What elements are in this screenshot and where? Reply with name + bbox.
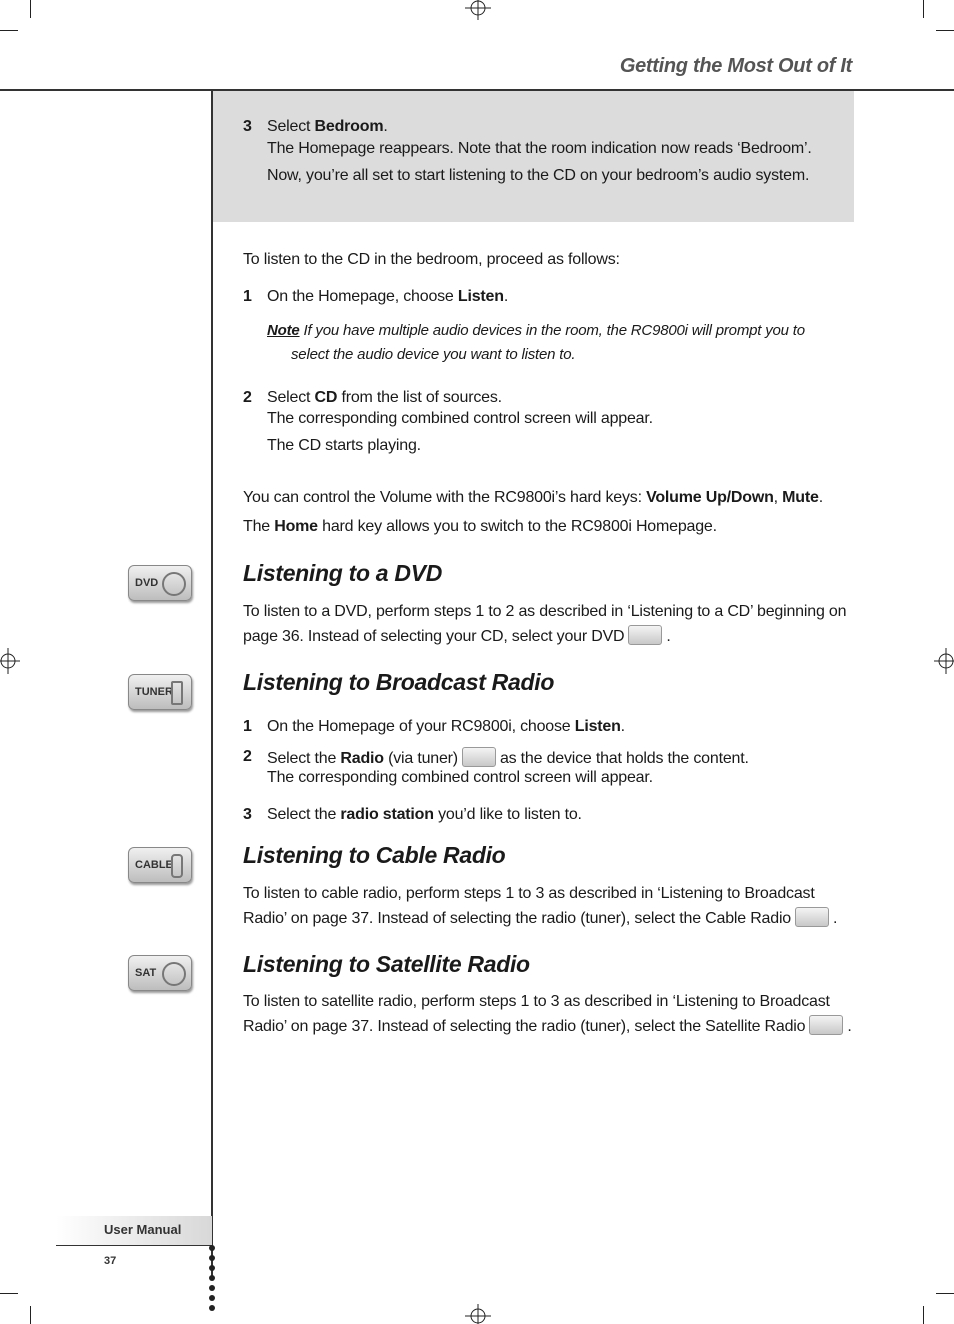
step-text-bold: CD bbox=[314, 389, 338, 406]
section-heading-satellite: Listening to Satellite Radio bbox=[243, 951, 530, 977]
footer-rule bbox=[56, 1245, 212, 1246]
registration-mark-right bbox=[934, 648, 954, 674]
registration-mark-left bbox=[0, 648, 20, 674]
section-heading-cable: Listening to Cable Radio bbox=[243, 842, 506, 868]
footer-dot bbox=[209, 1285, 215, 1291]
crop-mark bbox=[923, 1306, 924, 1324]
dvd-device-icon bbox=[628, 625, 662, 645]
tuner-icon bbox=[128, 674, 192, 710]
step-text-prefix: Select bbox=[267, 118, 315, 135]
step-number: 3 bbox=[243, 806, 252, 823]
crop-mark bbox=[30, 0, 31, 18]
footer-dot bbox=[209, 1275, 215, 1281]
step-text-bold: radio station bbox=[340, 806, 434, 823]
paragraph-text: page 36. Instead of selecting your CD, select your DVD bbox=[243, 628, 625, 645]
intro-paragraph: To listen to the CD in the bedroom, proceed as follows: bbox=[243, 251, 620, 268]
cable-device-icon bbox=[795, 907, 829, 927]
step-text-prefix: Select bbox=[267, 389, 315, 406]
paragraph-text: . bbox=[818, 489, 823, 506]
step-text-suffix: . bbox=[620, 718, 625, 735]
paragraph-bold: Mute bbox=[782, 489, 819, 506]
crop-mark bbox=[0, 30, 18, 31]
dvd-icon-label: DVD bbox=[135, 577, 159, 589]
footer-label: User Manual bbox=[104, 1222, 182, 1237]
step-number: 2 bbox=[243, 748, 252, 765]
paragraph-text: Radio’ on page 37. Instead of selecting the radio (tuner), select the Satellite Radio bbox=[243, 1018, 806, 1035]
step-text-bold: Listen bbox=[574, 718, 621, 735]
crop-mark bbox=[936, 30, 954, 31]
step-text bbox=[267, 388, 502, 408]
dvd-icon bbox=[128, 565, 192, 601]
paragraph-text: . bbox=[833, 910, 838, 927]
satellite-icon-label: SAT bbox=[135, 967, 157, 979]
crop-mark bbox=[936, 1293, 954, 1294]
step-text-suffix: from the list of sources. bbox=[337, 389, 502, 406]
paragraph-text: You can control the Volume with the RC9800i’s hard keys: bbox=[243, 489, 647, 506]
footer-dot bbox=[209, 1305, 215, 1311]
antenna-icon bbox=[171, 681, 183, 705]
footer-dot bbox=[209, 1255, 215, 1261]
dvd-paragraph-line bbox=[243, 625, 671, 647]
dvd-paragraph-line: To listen to a DVD, perform steps 1 to 2 as described in ‘Listening to a CD’ beginning on bbox=[243, 603, 847, 620]
step-text-bold: Bedroom bbox=[314, 118, 384, 135]
note-text: If you have multiple audio devices in the room, the RC9800i will prompt you to bbox=[299, 322, 805, 339]
registration-mark-top bbox=[465, 0, 491, 20]
paragraph-bold: Home bbox=[274, 518, 318, 535]
cable-paragraph-line: To listen to cable radio, perform steps 1 to 3 as described in ‘Listening to Broadcast bbox=[243, 885, 815, 902]
crop-mark bbox=[30, 1306, 31, 1324]
crop-mark bbox=[923, 0, 924, 18]
paragraph-text: Radio’ on page 37. Instead of selecting the radio (tuner), select the Cable Radio bbox=[243, 910, 792, 927]
step-detail: Now, you’re all set to start listening to the CD on your bedroom’s audio system. bbox=[267, 167, 810, 184]
step-text-bold: Radio bbox=[340, 750, 384, 767]
step-text-suffix: . bbox=[383, 118, 388, 135]
disc-icon bbox=[162, 572, 186, 596]
step-text-suffix: as the device that holds the content. bbox=[499, 750, 749, 767]
cable-paragraph-line bbox=[243, 907, 837, 929]
step-text-prefix: On the Homepage, choose bbox=[267, 288, 458, 305]
footer-dot bbox=[209, 1265, 215, 1271]
paragraph-text: hard key allows you to switch to the RC9800i Homepage. bbox=[317, 518, 717, 535]
step-number: 2 bbox=[243, 389, 252, 406]
step-text bbox=[267, 805, 582, 825]
paragraph-text: . bbox=[666, 628, 671, 645]
footer-dot bbox=[209, 1295, 215, 1301]
step-text-prefix: Select the bbox=[267, 806, 341, 823]
dish-icon bbox=[162, 962, 186, 986]
page-number: 37 bbox=[104, 1255, 117, 1267]
paragraph-bold: Volume Up/Down bbox=[646, 489, 774, 506]
home-paragraph bbox=[243, 517, 717, 537]
step-number: 3 bbox=[243, 118, 252, 135]
step-text-suffix: . bbox=[503, 288, 509, 305]
satellite-paragraph-line: To listen to satellite radio, perform steps 1 to 3 as described in ‘Listening to Broadcast bbox=[243, 993, 830, 1010]
registration-mark-bottom bbox=[465, 1304, 491, 1324]
tuner-icon-label: TUNER bbox=[135, 686, 173, 698]
satellite-icon bbox=[128, 955, 192, 991]
step-number: 1 bbox=[243, 288, 252, 305]
step-text bbox=[267, 717, 625, 737]
cable-icon bbox=[128, 847, 192, 883]
satellite-device-icon bbox=[809, 1015, 843, 1035]
step-detail: The corresponding combined control screen will appear. bbox=[267, 769, 653, 786]
plug-icon bbox=[171, 854, 183, 878]
paragraph-text: . bbox=[847, 1018, 852, 1035]
section-heading-broadcast: Listening to Broadcast Radio bbox=[243, 669, 555, 695]
footer-dot bbox=[209, 1245, 215, 1251]
radio-device-icon bbox=[462, 747, 496, 767]
step-number: 1 bbox=[243, 718, 252, 735]
step-detail: The corresponding combined control screen will appear. bbox=[267, 410, 653, 427]
step-text bbox=[267, 287, 508, 307]
volume-paragraph bbox=[243, 488, 823, 508]
step-text bbox=[267, 747, 749, 769]
step-text-bold: Listen bbox=[457, 288, 504, 305]
step-text-mid: (via tuner) bbox=[383, 750, 458, 767]
running-header: Getting the Most Out of It bbox=[619, 55, 852, 77]
note-line: select the audio device you want to listen to. bbox=[291, 346, 576, 363]
step-text-suffix: you’d like to listen to. bbox=[433, 806, 582, 823]
satellite-paragraph-line bbox=[243, 1015, 852, 1037]
step-text-prefix: Select the bbox=[267, 750, 341, 767]
section-heading-dvd: Listening to a DVD bbox=[243, 560, 443, 586]
crop-mark bbox=[0, 1293, 18, 1294]
step-detail: The Homepage reappears. Note that the room indication now reads ‘Bedroom’. bbox=[267, 140, 812, 157]
step-text bbox=[267, 117, 388, 137]
cable-icon-label: CABLE bbox=[135, 859, 173, 871]
step-detail: The CD starts playing. bbox=[267, 437, 421, 454]
note-line bbox=[267, 319, 805, 343]
note-label: Note bbox=[267, 322, 300, 339]
margin-rule bbox=[211, 91, 213, 1278]
step-text-prefix: On the Homepage of your RC9800i, choose bbox=[267, 718, 575, 735]
paragraph-text: , bbox=[773, 489, 783, 506]
paragraph-text: The bbox=[243, 518, 275, 535]
